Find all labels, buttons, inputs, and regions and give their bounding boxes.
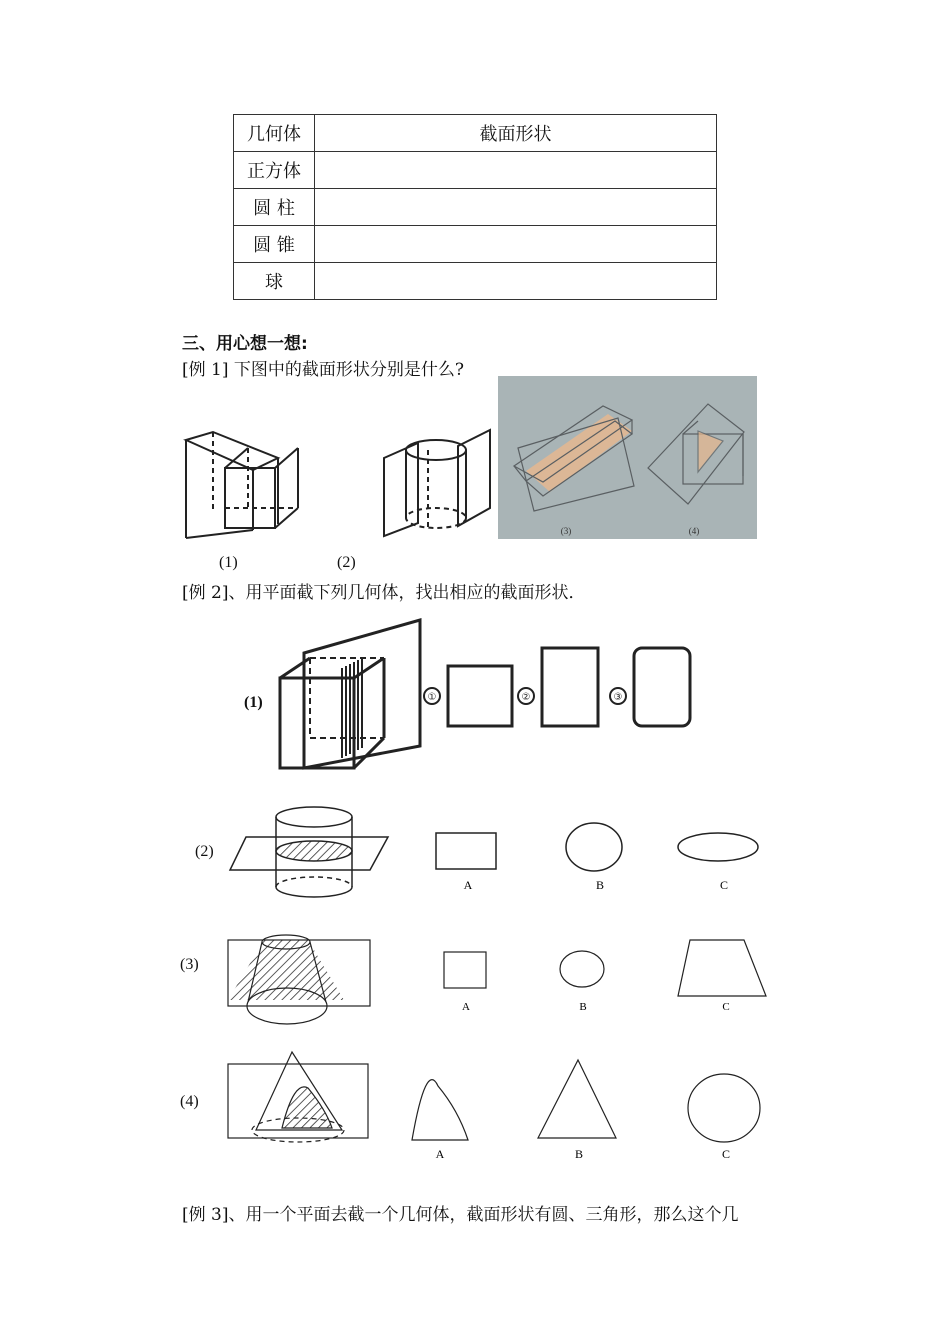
option-a: A: [463, 878, 473, 892]
cylinder-horizontal-cut-row: [228, 805, 768, 905]
example3-text: [例 3]、用一个平面去截一个几何体，截面形状有圆、三角形，那么这个几: [182, 1205, 739, 1225]
option-c: C: [719, 878, 729, 892]
row1-label: (1): [244, 694, 263, 711]
table-row: [234, 263, 717, 300]
option-circle-3: ③: [613, 692, 623, 703]
table-row: [234, 152, 717, 189]
table-cell-shape: [315, 152, 717, 189]
option-b: B: [595, 878, 605, 892]
table-header-solid: 几何体: [234, 115, 315, 152]
cone-cut-row: [226, 1050, 766, 1165]
table-cell-solid: 圆 柱: [234, 189, 315, 226]
table-header-shape: 截面形状: [315, 115, 717, 152]
option-circle-1: ①: [427, 692, 437, 703]
cuboid-cut-figure: [270, 618, 700, 768]
option-c: C: [722, 1001, 730, 1013]
table-cell-solid: 正方体: [234, 152, 315, 189]
example2-text: [例 2]、用平面截下列几何体，找出相应的截面形状．: [182, 583, 586, 603]
row2-label: (2): [195, 843, 214, 860]
table-row: [234, 189, 717, 226]
row4-label: (4): [180, 1093, 199, 1110]
option-a: A: [435, 1147, 445, 1161]
table-cell-shape: [315, 226, 717, 263]
option-b: B: [574, 1147, 584, 1161]
section-title: 三、用心想一想:: [182, 334, 308, 354]
frustum-cut-row: [226, 928, 771, 1028]
table-cell-solid: 球: [234, 263, 315, 300]
table-cell-shape: [315, 189, 717, 226]
caption-4: (4): [688, 526, 700, 536]
photo-figures-3-4: [498, 376, 757, 539]
caption-1: (1): [219, 554, 238, 571]
table-row: [234, 226, 717, 263]
caption-3: (3): [560, 526, 572, 536]
caption-2: (2): [337, 554, 356, 571]
cube-cut-figure: [178, 430, 308, 542]
table-header-row: [234, 115, 717, 152]
row3-label: (3): [180, 956, 199, 973]
table-cell-shape: [315, 263, 717, 300]
example1-text: [例 1] 下图中的截面形状分别是什么?: [182, 360, 465, 380]
cross-section-table: [233, 114, 717, 300]
option-a: A: [462, 1001, 470, 1013]
option-b: B: [579, 1001, 587, 1013]
table-cell-solid: 圆 锥: [234, 226, 315, 263]
option-circle-2: ②: [521, 692, 531, 703]
cylinder-cut-figure: [378, 428, 496, 540]
option-c: C: [721, 1147, 731, 1161]
